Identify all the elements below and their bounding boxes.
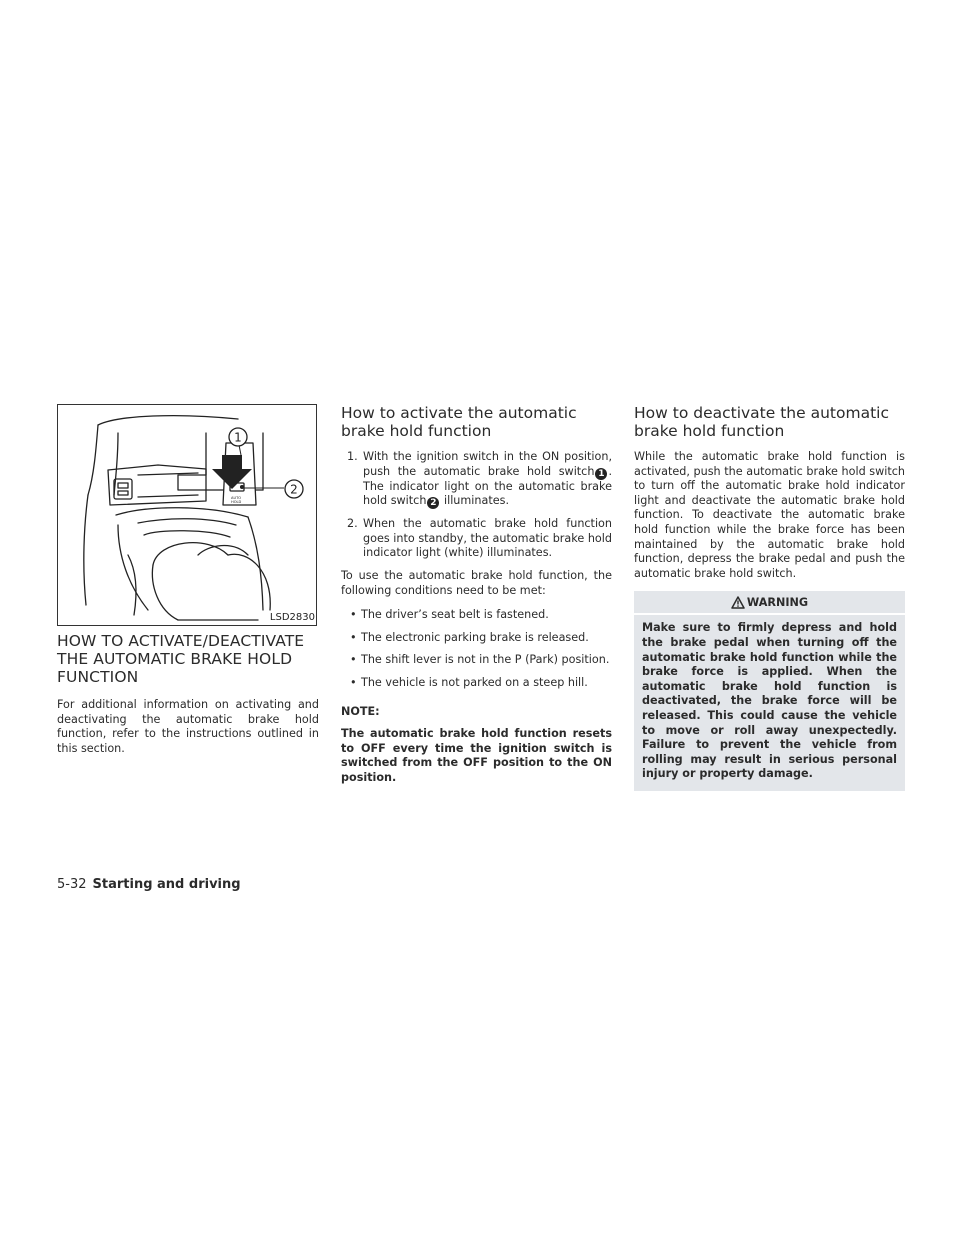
note-text: The automatic brake hold function resets to OFF every time the ignition switch is switched from the OFF position to the ON position. [341,727,612,784]
middle-column [341,404,612,786]
warning-triangle-icon [731,596,745,609]
note-label: NOTE: [341,704,380,718]
warning-box [634,591,905,791]
left-column [57,404,319,766]
right-column [634,404,905,791]
condition-item: • The shift lever is not in the P (Park) position. [341,653,612,668]
conditions-list [341,608,612,690]
chapter-title: Starting and driving [92,877,241,892]
figure-callout-2: 2 [290,482,298,497]
warning-header [634,591,905,615]
deactivate-heading: How to deactivate the automatic brake hold function [634,404,889,440]
activation-steps [341,450,612,561]
switch-label-line1: AUTO [231,496,242,500]
warning-title: WARNING [746,596,809,610]
callout-2-icon: 2 [427,497,439,509]
deactivate-paragraph: While the automatic brake hold function is activated, push the automatic brake hold switch to turn off the automatic brake hold indicator light and deactivate the automatic brake hold function. To deactivate the automatic brake hold function while the brake force has been maintained by the automatic brake hold function, depress the brake pedal and push the automatic brake hold switch. [634,450,905,580]
brake-hold-switch-illustration [57,404,317,626]
intro-paragraph: For additional information on activating and deactivating the automatic brake hold function, refer to the instructions outlined in this section. [57,698,319,755]
console-line-drawing [58,405,316,625]
conditions-intro: To use the automatic brake hold function, the following conditions need to be met: [341,568,612,597]
section-heading: HOW TO ACTIVATE/DEACTIVATE THE AUTOMATIC BRAKE HOLD FUNCTION [57,632,305,686]
activate-heading: How to activate the automatic brake hold function [341,404,577,440]
page-footer [57,876,241,894]
warning-text: Make sure to firmly depress and hold the brake pedal when turning off the automatic brake hold function while the brake force is applied. When the automatic brake hold function is deactivated, the brake force will be released. This could cause the vehicle to move or roll away unexpectedly. Failure to prevent the vehicle from rolling may result in serious personal injury or property damage. [642,621,897,781]
condition-item: • The driver’s seat belt is fastened. [341,608,612,623]
figure-code: LSD2830 [269,612,315,623]
callout-1-icon: 1 [595,468,607,480]
condition-item: • The electronic parking brake is released. [341,631,612,646]
step-item: 1. With the ignition switch in the ON position, push the automatic brake hold switch 1 . The indicator light on the automatic brake hold switch 2 illuminates. [347,450,612,509]
switch-label-line2: HOLD [231,500,242,504]
condition-item: • The vehicle is not parked on a steep hill. [341,676,612,691]
page-number: 5-32 [57,877,87,892]
figure-callout-1: 1 [234,430,242,445]
step-item: 2. When the automatic brake hold function goes into standby, the automatic brake hold indicator light (white) illuminates. [347,517,612,560]
